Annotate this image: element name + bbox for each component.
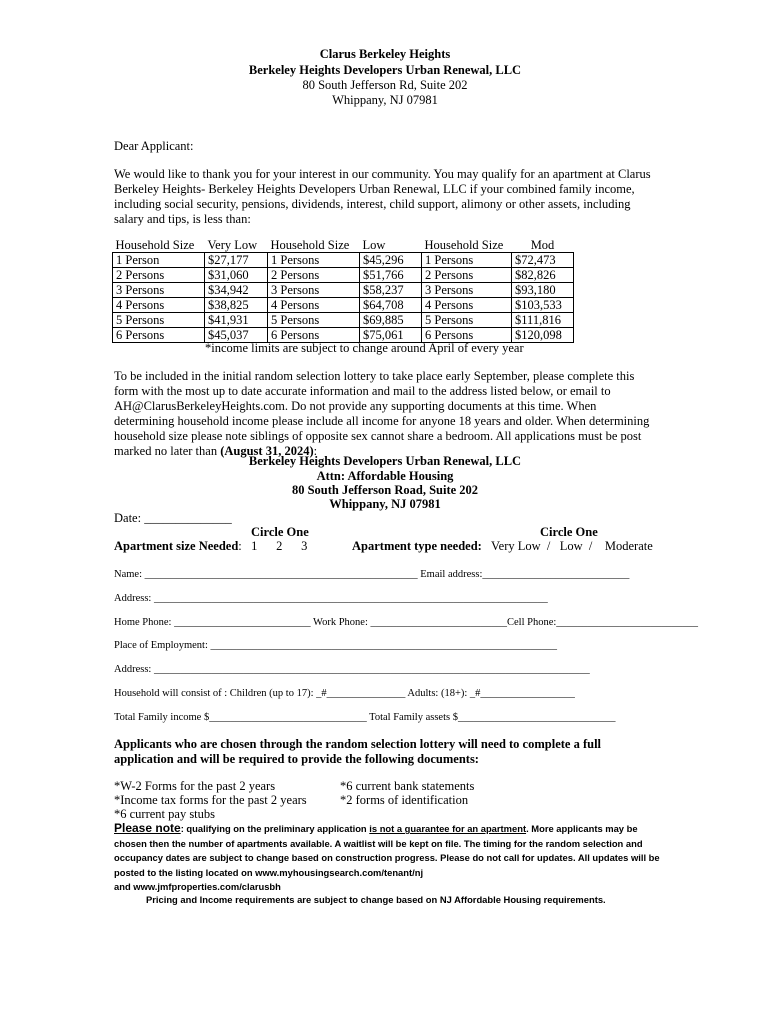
cell: 4 Persons — [268, 298, 360, 313]
cell: 2 Persons — [113, 268, 205, 283]
notice-website: and www.jmfproperties.com/clarusbh — [114, 881, 281, 892]
salutation: Dear Applicant: — [114, 139, 194, 153]
mail-to-line-2: Attn: Affordable Housing — [316, 469, 454, 483]
income-assets-field[interactable]: Total Family income $______________________________ Total Family assets $______________________________ — [114, 712, 616, 723]
cell: $41,931 — [205, 313, 268, 328]
cell: $64,708 — [360, 298, 422, 313]
cell: 3 Persons — [268, 283, 360, 298]
name-row — [114, 568, 629, 581]
table-row — [113, 268, 574, 283]
apartment-size-row — [114, 539, 307, 554]
cell: $75,061 — [360, 328, 422, 343]
apartment-size-colon: : — [238, 539, 242, 553]
documents-left-list — [114, 779, 307, 821]
header-line-1: Clarus Berkeley Heights — [319, 47, 451, 61]
list-item: *6 current pay stubs — [114, 807, 216, 821]
circle-one-type: Circle One — [540, 525, 598, 539]
lottery-paragraph — [114, 369, 654, 459]
intro-paragraph: We would like to thank you for your interest in our community. You may qualify for an apartment at Clarus Berkeley Heights- Berkeley Heights Developers Urban Renewal, LLC if your combined family income, including social security, pensions, dividends, interest, child support, alimony or other assets, including salary and tips, is less than: — [114, 167, 651, 226]
please-note-paragraph — [114, 821, 660, 895]
cell: 5 Persons — [113, 313, 205, 328]
deadline: (August 31, 2024) — [220, 444, 314, 458]
list-item: *Income tax forms for the past 2 years — [114, 793, 307, 807]
income-limits-table — [112, 238, 574, 343]
table-row — [113, 283, 574, 298]
cell: 3 Persons — [422, 283, 512, 298]
cell: $120,098 — [512, 328, 574, 343]
income-limits-note: *income limits are subject to change around April of every year — [205, 341, 524, 355]
apartment-type-row — [352, 539, 653, 554]
cell: 6 Persons — [422, 328, 512, 343]
header-line-2: Berkeley Heights Developers Urban Renewal, LLC — [248, 63, 522, 77]
col-header: Very Low — [207, 238, 258, 252]
please-note-label: Please note — [114, 821, 181, 835]
col-header: Household Size — [115, 238, 195, 252]
notice-part-1: : qualifying on the preliminary application — [180, 823, 370, 834]
email-field[interactable]: ____________________________ — [482, 569, 630, 580]
list-item: *W-2 Forms for the past 2 years — [114, 779, 276, 793]
table-row — [113, 313, 574, 328]
cell: $69,885 — [360, 313, 422, 328]
cell: 4 Persons — [422, 298, 512, 313]
cell: $38,825 — [205, 298, 268, 313]
table-header-row — [113, 238, 574, 253]
header-line-4: Whippany, NJ 07981 — [332, 93, 438, 107]
cell: $31,060 — [205, 268, 268, 283]
documents-right-list — [340, 779, 474, 807]
mail-to-line-4: Whippany, NJ 07981 — [329, 497, 441, 511]
pricing-footer: Pricing and Income requirements are subject to change based on NJ Affordable Housing requirements. — [146, 894, 606, 905]
table-row — [113, 298, 574, 313]
cell: $45,296 — [360, 253, 422, 268]
cell: 5 Persons — [422, 313, 512, 328]
cell: 1 Persons — [422, 253, 512, 268]
col-header: Mod — [530, 238, 555, 252]
address-field[interactable]: Address: ___________________________________________________________________________ — [114, 593, 548, 604]
lottery-text: To be included in the initial random selection lottery to take place early September, please complete this form with the most up to date accurate information and mail to the address listed below, or email to AH@ClarusBerkeleyHeights.com. Do not provide any supporting documents at this time. When determining household income please include all income for anyone 18 years and older. When determining household size please note siblings of opposite sex cannot share a bedroom. All applications must be post marked no later than — [114, 369, 650, 458]
apartment-size-options[interactable]: 1 2 3 — [251, 539, 308, 553]
mail-to-line-1: Berkeley Heights Developers Urban Renewal, LLC — [248, 454, 522, 468]
cell: $45,037 — [205, 328, 268, 343]
date-field[interactable]: Date: ______________ — [114, 511, 232, 525]
cell: 6 Persons — [113, 328, 205, 343]
cell: 1 Person — [113, 253, 205, 268]
deadline-colon: : — [313, 444, 318, 458]
home-work-phone-fields[interactable]: Home Phone: __________________________ Work Phone: __________________________ — [114, 617, 507, 628]
cell: $103,533 — [512, 298, 574, 313]
cell: $111,816 — [512, 313, 574, 328]
name-field[interactable]: Name: ____________________________________________________ — [114, 569, 418, 580]
cell: 3 Persons — [113, 283, 205, 298]
apartment-type-options[interactable]: Very Low / Low / Moderate — [491, 539, 653, 553]
cell: 4 Persons — [113, 298, 205, 313]
cell: $34,942 — [205, 283, 268, 298]
notice-underlined: is not a guarantee for an apartment — [369, 823, 527, 834]
cell: $27,177 — [205, 253, 268, 268]
cell: 5 Persons — [268, 313, 360, 328]
cell: $58,237 — [360, 283, 422, 298]
header-line-3: 80 South Jefferson Rd, Suite 202 — [302, 78, 468, 92]
notice-part-2: . More applicants may be chosen then the number of apartments available. A waitlist will be kept on file. The timing for the random selection and occupancy dates are subject to change based on construction progress. Please do not call for updates. All updates will be posted to the listing located on www.myhousingsearch.com/tenant/nj — [114, 823, 660, 878]
phone-row — [114, 616, 698, 629]
employment-field[interactable]: Place of Employment: __________________________________________________________________ — [114, 640, 558, 651]
cell: $51,766 — [360, 268, 422, 283]
col-header: Low — [362, 238, 386, 252]
cell-phone-label: Cell Phone: — [507, 617, 557, 628]
col-header: Household Size — [424, 238, 504, 252]
cell: $82,826 — [512, 268, 574, 283]
cell: 1 Persons — [268, 253, 360, 268]
circle-one-size: Circle One — [251, 525, 309, 539]
apartment-size-label: Apartment size Needed — [114, 539, 239, 553]
cell: $72,473 — [512, 253, 574, 268]
col-header: Household Size — [270, 238, 350, 252]
cell: 6 Persons — [268, 328, 360, 343]
apartment-type-label: Apartment type needed: — [352, 539, 482, 553]
employer-address-field[interactable]: Address: ___________________________________________________________________________________ — [114, 664, 590, 675]
requirements-heading: Applicants who are chosen through the random selection lottery will need to complete a full application and will be required to provide the following documents: — [114, 737, 602, 766]
list-item: *2 forms of identification — [340, 793, 469, 807]
mail-to-line-3: 80 South Jefferson Road, Suite 202 — [291, 483, 479, 497]
table-row — [113, 253, 574, 268]
cell: 2 Persons — [268, 268, 360, 283]
cell-phone-field[interactable]: ___________________________ — [556, 617, 699, 628]
cell: $93,180 — [512, 283, 574, 298]
list-item: *6 current bank statements — [340, 779, 475, 793]
household-field[interactable]: Household will consist of : Children (up to 17): _#_______________ Adults: (18+): _#__________________ — [114, 688, 575, 699]
email-label: Email address: — [420, 569, 483, 580]
cell: 2 Persons — [422, 268, 512, 283]
